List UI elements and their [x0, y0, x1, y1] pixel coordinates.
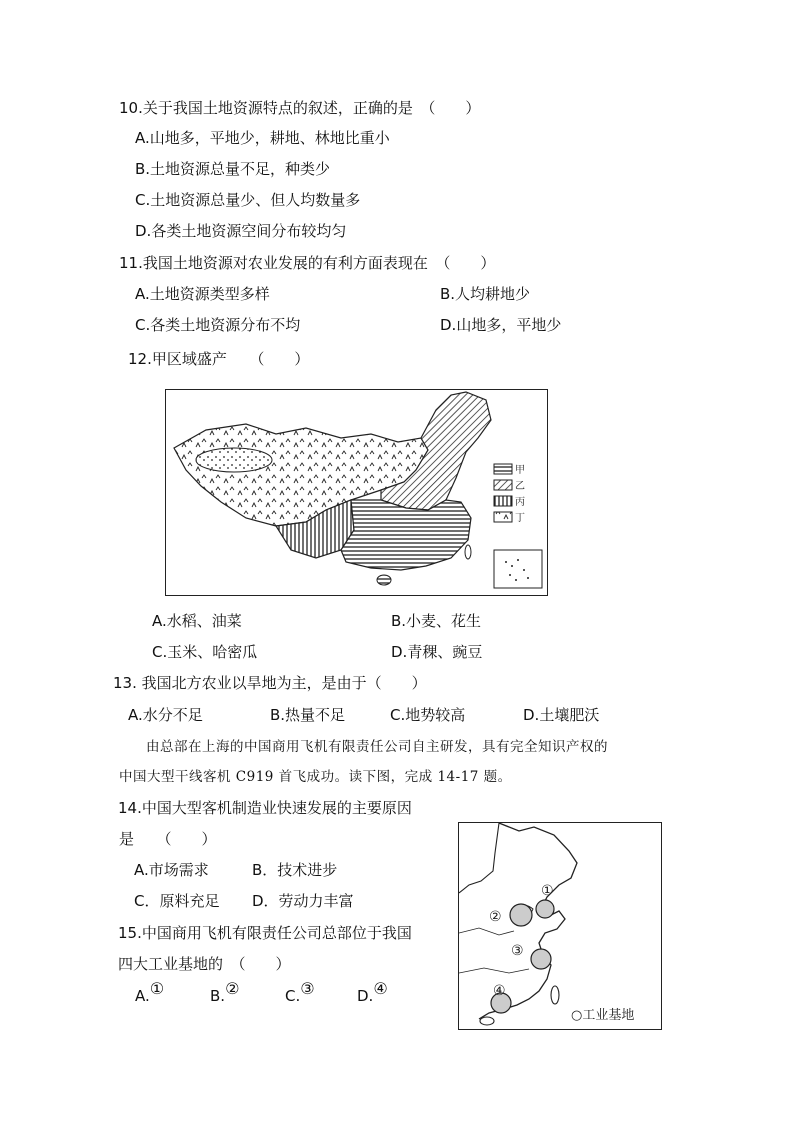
q11-option-c: C.各类土地资源分布不均 [135, 316, 301, 334]
q15-option-c: C.③ [285, 979, 315, 1005]
q10-option-b: B.土地资源总量不足，种类少 [135, 160, 331, 178]
q14-stem-line-1: 14.中国大型客机制造业快速发展的主要原因 [118, 799, 412, 817]
q13-option-b: B.热量不足 [270, 706, 346, 724]
legend-ding: 丁 [515, 513, 525, 524]
passage-line-1: 由总部在上海的中国商用飞机有限责任公司自主研发，具有完全知识产权的 [146, 739, 608, 755]
q10-option-a: A.山地多，平地少，耕地、林地比重小 [135, 129, 390, 147]
q15-stem-line-1: 15.中国商用飞机有限责任公司总部位于我国 [118, 924, 412, 942]
q11-option-b: B.人均耕地少 [440, 285, 531, 303]
q13-option-a: A.水分不足 [128, 706, 203, 724]
legend-yi: 乙 [515, 481, 525, 492]
base-marker-3: ③ [511, 943, 524, 959]
q13-option-d: D.土壤肥沃 [523, 706, 600, 724]
q15-option-d-mark: ④ [373, 979, 388, 998]
q13-stem: 13. 我国北方农业以旱地为主，是由于（ ） [113, 674, 427, 692]
q11-option-a: A.土地资源类型多样 [135, 285, 270, 303]
industrial-base-legend: ○工业基地 [571, 1008, 635, 1023]
q12-option-d: D.青稞、豌豆 [391, 643, 483, 661]
legend-jia: 甲 [515, 465, 525, 476]
china-agriculture-map [165, 389, 548, 596]
q10-option-c: C.土地资源总量少、但人均数量多 [135, 191, 361, 209]
q12-option-b: B.小麦、花生 [391, 612, 482, 630]
q14-option-d: D．劳动力丰富 [252, 892, 354, 910]
industrial-base-map [458, 822, 662, 1030]
q13-option-c: C.地势较高 [390, 706, 466, 724]
q14-option-a: A.市场需求 [134, 861, 209, 879]
q15-option-a-mark: ① [149, 979, 165, 998]
base-marker-4: ④ [493, 983, 506, 999]
passage-line-2: 中国大型干线客机 C919 首飞成功。读下图，完成 14-17 题。 [119, 769, 512, 785]
q14-option-b: B．技术进步 [252, 861, 338, 879]
q12-option-c: C.玉米、哈密瓜 [152, 643, 258, 661]
q10-stem: 10.关于我国土地资源特点的叙述，正确的是 （ ） [119, 99, 481, 117]
q15-option-b-mark: ② [225, 979, 240, 998]
q12-stem: 12.甲区域盛产 （ ） [128, 350, 310, 368]
q15-option-a: A.① [135, 979, 165, 1005]
q12-option-a: A.水稻、油菜 [152, 612, 242, 630]
q15-option-d: D.④ [357, 979, 388, 1005]
q15-option-c-mark: ③ [300, 979, 315, 998]
q15-stem-line-2: 四大工业基地的 （ ） [118, 955, 291, 973]
q11-option-d: D.山地多，平地少 [440, 316, 562, 334]
legend-bing: 丙 [515, 497, 525, 508]
base-marker-1: ① [541, 883, 554, 899]
base-marker-2: ② [489, 909, 502, 925]
map-legend [494, 464, 525, 524]
q14-stem-line-2: 是 （ ） [119, 830, 217, 848]
q10-option-d: D.各类土地资源空间分布较均匀 [135, 222, 347, 240]
q14-option-c: C．原料充足 [134, 892, 220, 910]
q15-option-b: B.② [210, 979, 240, 1005]
q11-stem: 11.我国土地资源对农业发展的有利方面表现在 （ ） [119, 254, 496, 272]
south-china-sea-inset [494, 550, 542, 588]
